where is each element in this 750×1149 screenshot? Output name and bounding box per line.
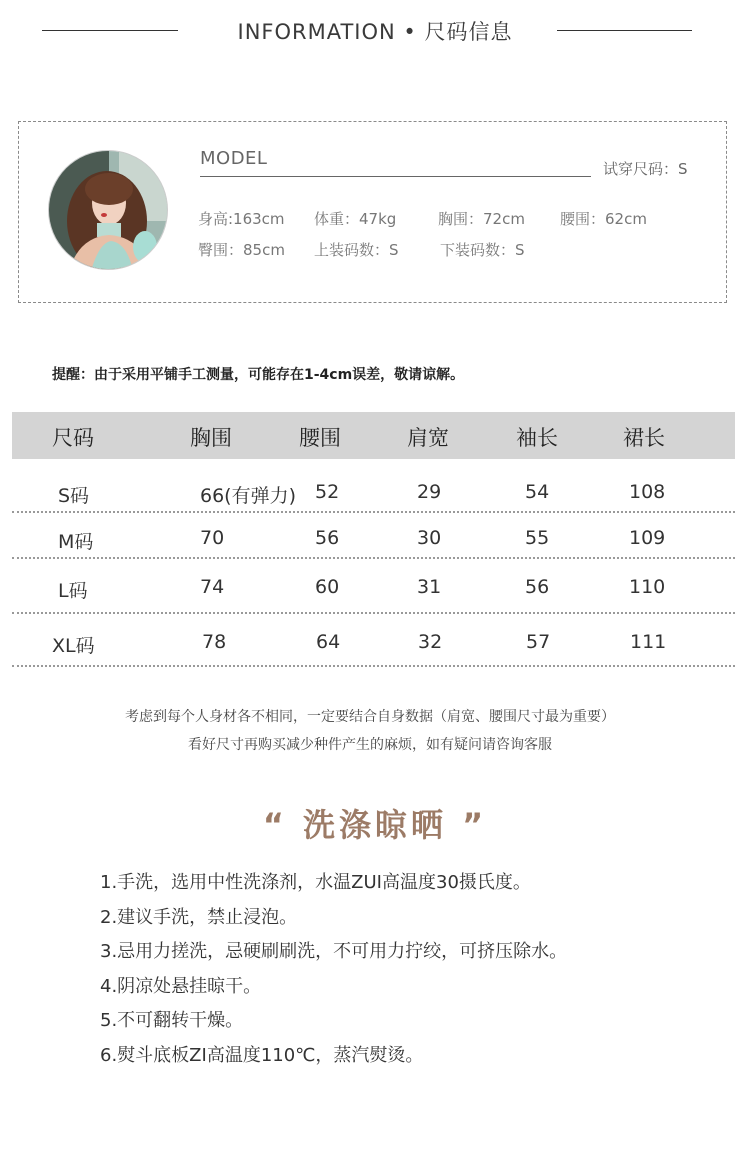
table-row — [12, 481, 735, 529]
wash-item: 5.不可翻转干燥。 — [100, 1010, 244, 1031]
wash-item: 2.建议手洗，禁止浸泡。 — [100, 906, 298, 928]
page-header — [0, 14, 750, 46]
model-underline — [200, 176, 591, 177]
cell-sleeve: 57 — [526, 631, 551, 653]
cell-bust: 66(有弹力) — [200, 485, 297, 507]
model-avatar — [48, 150, 168, 270]
col-header-size: 尺码 — [52, 426, 94, 450]
cell-length: 109 — [629, 527, 666, 549]
wash-item: 6.熨斗底板ZI高温度110℃，蒸汽熨烫。 — [100, 1044, 424, 1066]
col-header-shoulder: 肩宽 — [407, 426, 449, 450]
wash-item: 3.忌用力搓洗，忌硬刷刷洗，不可用力拧绞，可挤压除水。 — [100, 941, 568, 962]
model-photo — [49, 151, 168, 270]
cell-waist: 60 — [315, 576, 340, 598]
cell-sleeve: 55 — [525, 527, 550, 549]
model-waist: 腰围：62cm — [560, 210, 647, 228]
col-header-bust: 胸围 — [190, 426, 232, 450]
cell-shoulder: 29 — [417, 481, 442, 503]
trial-size: 试穿尺码：S — [603, 160, 688, 178]
row-divider — [12, 612, 735, 614]
cell-length: 111 — [630, 631, 667, 653]
cell-length: 108 — [629, 481, 666, 503]
model-hip: 臀围：85cm — [198, 241, 285, 259]
cell-sleeve: 56 — [525, 576, 550, 598]
model-label: MODEL — [200, 148, 268, 169]
row-divider — [12, 665, 735, 667]
cell-shoulder: 30 — [417, 527, 442, 549]
sizing-remark: 考虑到每个人身材各不相同，一定要结合自身数据（肩宽、腰围尺寸最为重要） — [125, 709, 615, 725]
cell-size: XL码 — [52, 635, 95, 657]
cell-bust: 70 — [200, 527, 225, 549]
table-row — [12, 576, 735, 624]
model-bust: 胸围：72cm — [438, 210, 525, 228]
model-info-box — [18, 121, 727, 303]
cell-bust: 78 — [202, 631, 227, 653]
model-top-size: 上装码数：S — [314, 241, 399, 259]
row-divider — [12, 557, 735, 559]
cell-sleeve: 54 — [525, 481, 550, 503]
wash-item: 1.手洗，选用中性洗涤剂，水温ZUI高温度30摄氏度。 — [100, 872, 531, 893]
model-bottom-size: 下装码数：S — [440, 241, 525, 259]
model-height: 身高:163cm — [198, 210, 285, 228]
cell-size: L码 — [58, 580, 88, 602]
cell-waist: 52 — [315, 481, 340, 503]
cell-shoulder: 31 — [417, 576, 442, 598]
cell-size: M码 — [58, 531, 94, 553]
cell-bust: 74 — [200, 576, 225, 598]
col-header-waist: 腰围 — [299, 426, 341, 450]
table-row — [12, 527, 735, 575]
row-divider — [12, 511, 735, 513]
sizing-remark: 看好尺寸再购买减少种件产生的麻烦，如有疑问请咨询客服 — [188, 737, 552, 753]
table-row — [12, 631, 735, 679]
cell-waist: 56 — [315, 527, 340, 549]
cell-size: S码 — [58, 485, 90, 507]
model-weight: 体重：47kg — [314, 210, 397, 228]
col-header-length: 裙长 — [623, 426, 665, 450]
wash-instructions — [100, 870, 567, 1077]
wash-item: 4.阴凉处悬挂晾干。 — [100, 975, 262, 997]
header-title: INFORMATION • 尺码信息 — [237, 20, 513, 44]
header-divider-right — [557, 30, 692, 31]
col-header-sleeve: 袖长 — [516, 426, 558, 450]
cell-length: 110 — [629, 576, 666, 598]
cell-waist: 64 — [316, 631, 341, 653]
wash-section-title: “ 洗涤晾晒 ” — [262, 806, 488, 844]
size-table-header — [12, 412, 735, 459]
cell-shoulder: 32 — [418, 631, 443, 653]
measurement-note: 提醒：由于采用平铺手工测量，可能存在1-4cm误差，敬请谅解。 — [52, 367, 465, 383]
